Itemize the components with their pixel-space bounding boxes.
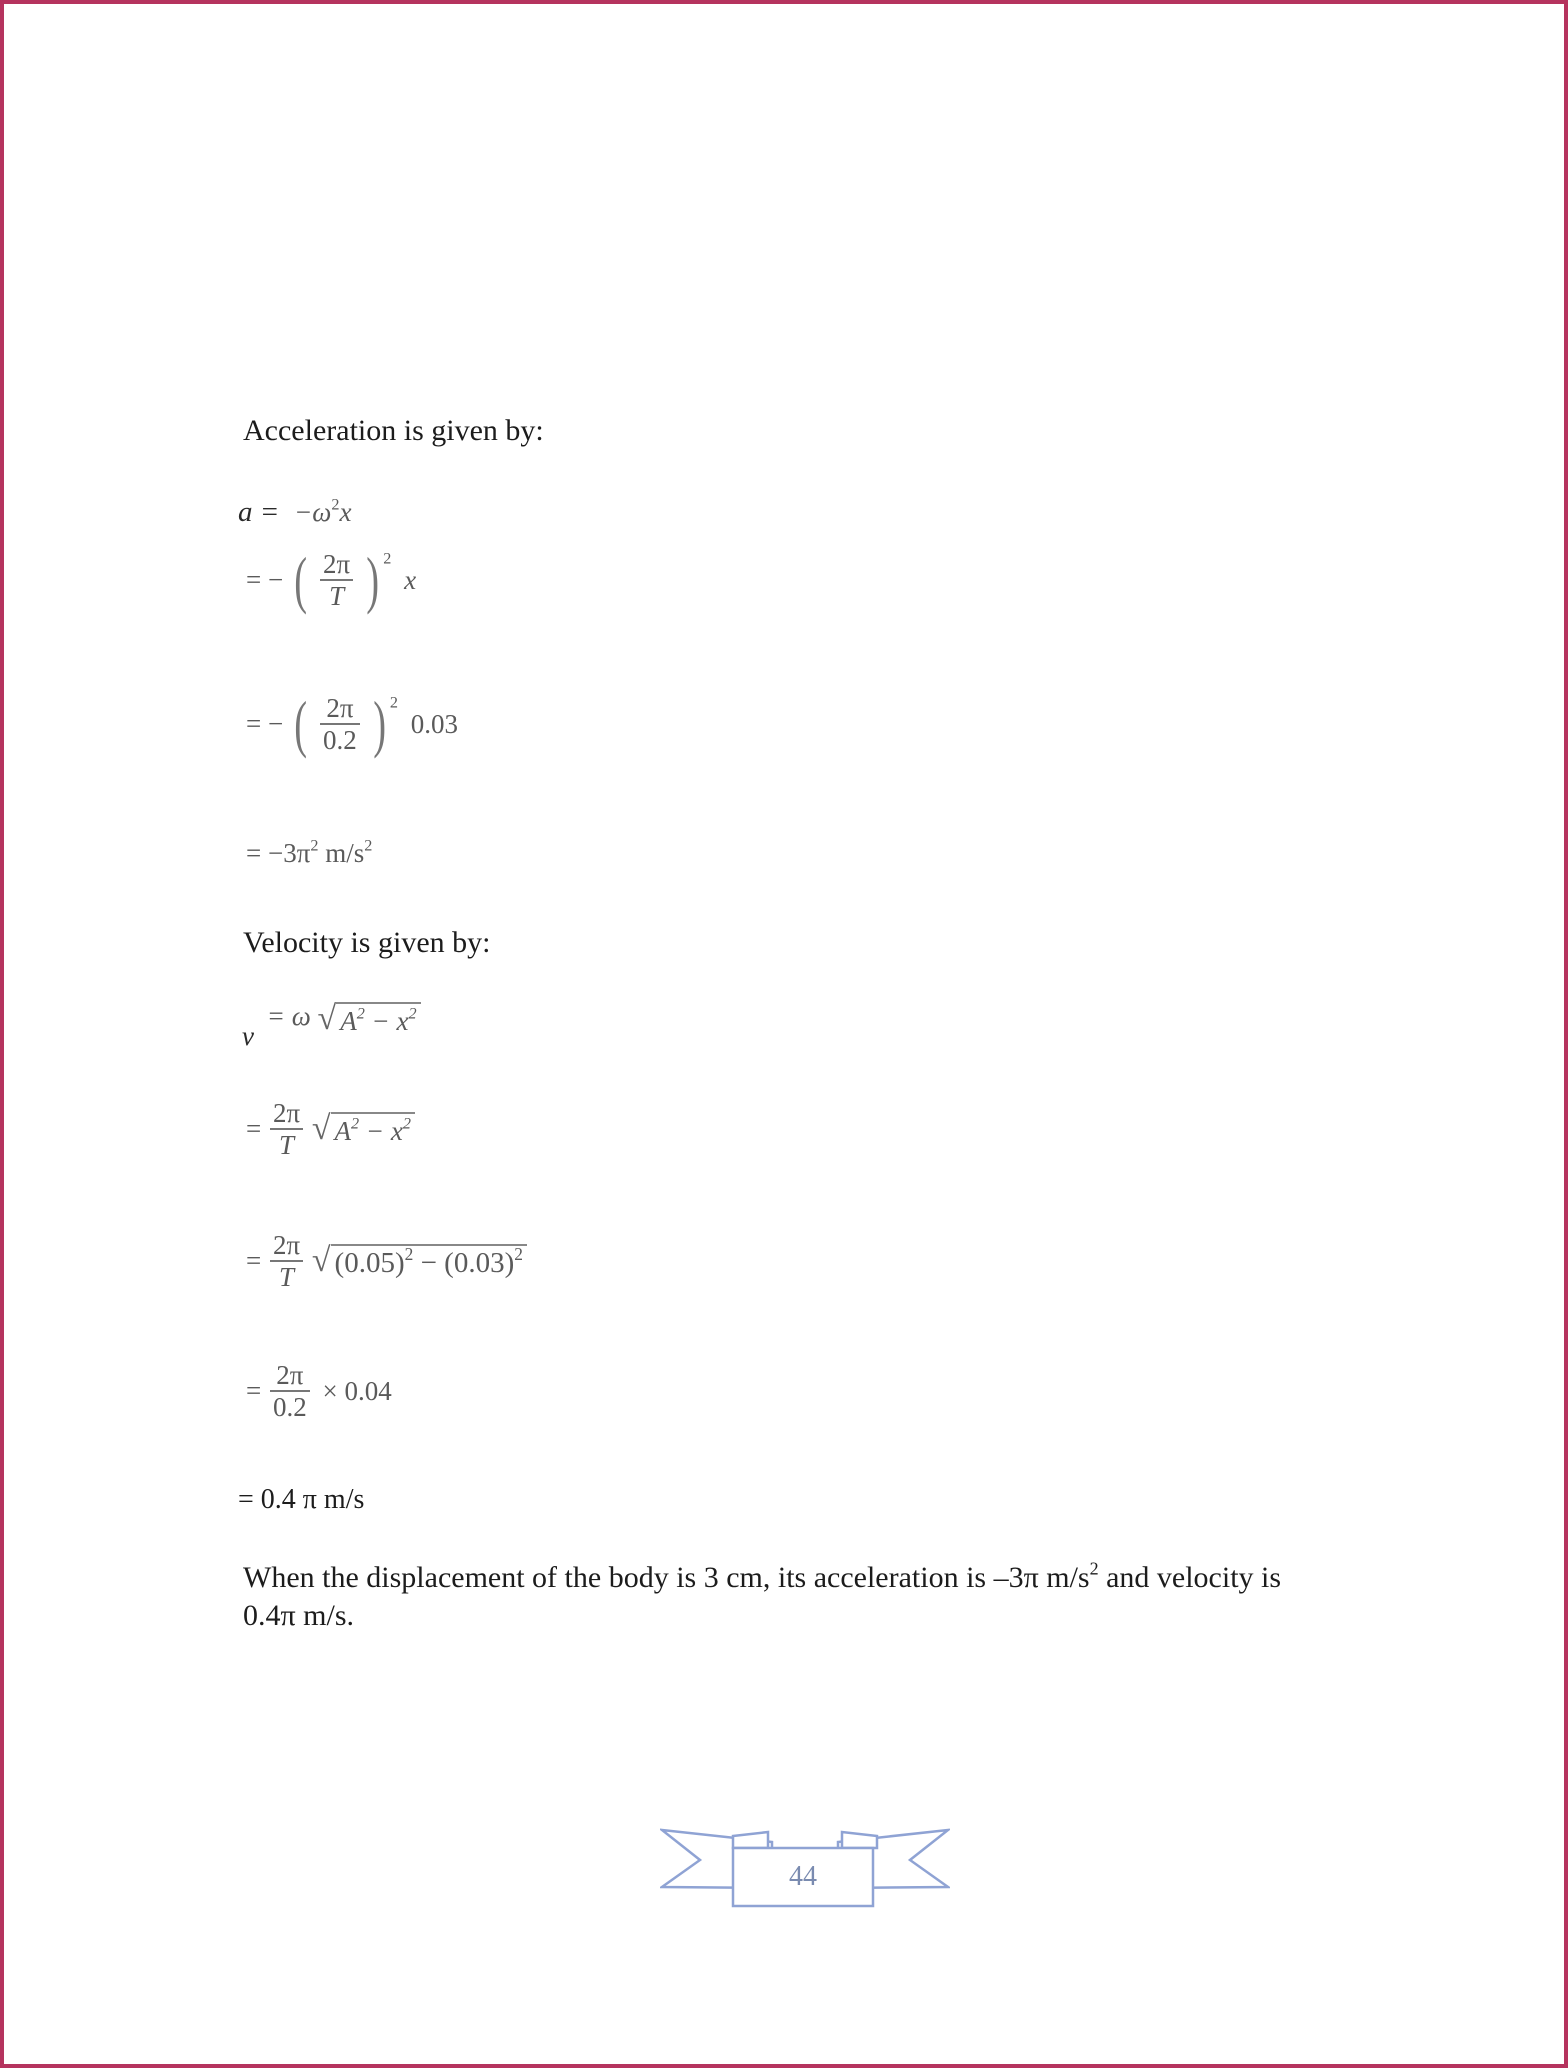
velocity-eq-line-4: [246, 1360, 392, 1422]
left-paren-icon: (: [294, 544, 308, 615]
velocity-eq-line-1: [242, 1000, 421, 1052]
radical-icon: √: [311, 1242, 331, 1279]
result: = −3π: [246, 838, 311, 868]
fraction: [320, 693, 360, 755]
equals-minus: = −: [246, 564, 284, 595]
denominator: T: [329, 581, 345, 611]
equals: =: [246, 1113, 262, 1144]
left-paren-icon: (: [294, 688, 308, 759]
exponent: 2: [310, 836, 319, 855]
unit: m/s: [318, 838, 365, 868]
fraction: [270, 1360, 310, 1422]
equals-minus: = −: [246, 708, 284, 739]
radical-icon: √: [317, 1000, 337, 1037]
conclusion-line-1: When the displacement of the body is 3 cm, its acceleration is –3π $m/s^2$ and velocity is: [243, 1558, 1282, 1594]
equals: =: [246, 1245, 262, 1276]
value: 0.03: [410, 708, 458, 739]
right-paren-icon: ): [366, 544, 379, 615]
numerator: 2π: [320, 693, 360, 725]
acceleration-eq-line-3: [246, 688, 458, 759]
multiplier: × 0.04: [322, 1375, 392, 1406]
lhs: a =: [238, 496, 280, 528]
radicand: $A^2 - x^2$: [336, 1002, 420, 1036]
exponent: 2: [389, 693, 398, 712]
acceleration-eq-line-2: [246, 544, 417, 615]
numerator: 2π: [270, 1098, 303, 1130]
right-paren-icon: ): [372, 688, 386, 759]
var-x: x: [339, 497, 352, 527]
velocity-result: = 0.4 π m/s: [238, 1484, 365, 1515]
var-x: x: [404, 564, 417, 595]
denominator: 0.2: [323, 725, 357, 755]
omega: −ω: [294, 497, 332, 527]
fraction: [270, 1230, 303, 1292]
denominator: 0.2: [272, 1392, 307, 1422]
fraction: [320, 549, 353, 611]
conclusion-line-2: 0.4π m/s.: [243, 1599, 354, 1632]
square-root: [312, 1242, 527, 1280]
acceleration-eq-line-1: [238, 496, 351, 529]
unit-exponent: 2: [364, 836, 373, 855]
radicand: $A^2 - x^2$: [331, 1112, 415, 1146]
exponent: 2: [383, 549, 392, 568]
velocity-eq-line-3: [246, 1230, 527, 1292]
acceleration-heading: Acceleration is given by:: [243, 414, 544, 447]
denominator: T: [279, 1130, 295, 1160]
denominator: T: [279, 1262, 295, 1292]
equals-omega: = ω: [266, 1001, 311, 1032]
numerator: 2π: [270, 1360, 310, 1392]
equals: =: [246, 1375, 262, 1406]
lhs: v: [242, 1021, 254, 1052]
radicand: $(0.05)^2 - (0.03)^2$: [331, 1244, 527, 1278]
fraction: [270, 1098, 303, 1160]
exponent: 2: [331, 495, 340, 514]
radical-icon: √: [311, 1110, 331, 1147]
acceleration-eq-line-4: [246, 838, 372, 869]
page-number: 44: [789, 1861, 817, 1892]
numerator: 2π: [320, 549, 353, 581]
numerator: 2π: [270, 1230, 303, 1262]
velocity-eq-line-2: [246, 1098, 415, 1160]
square-root: [318, 1000, 421, 1038]
square-root: [312, 1110, 415, 1148]
velocity-heading: Velocity is given by:: [243, 926, 491, 959]
